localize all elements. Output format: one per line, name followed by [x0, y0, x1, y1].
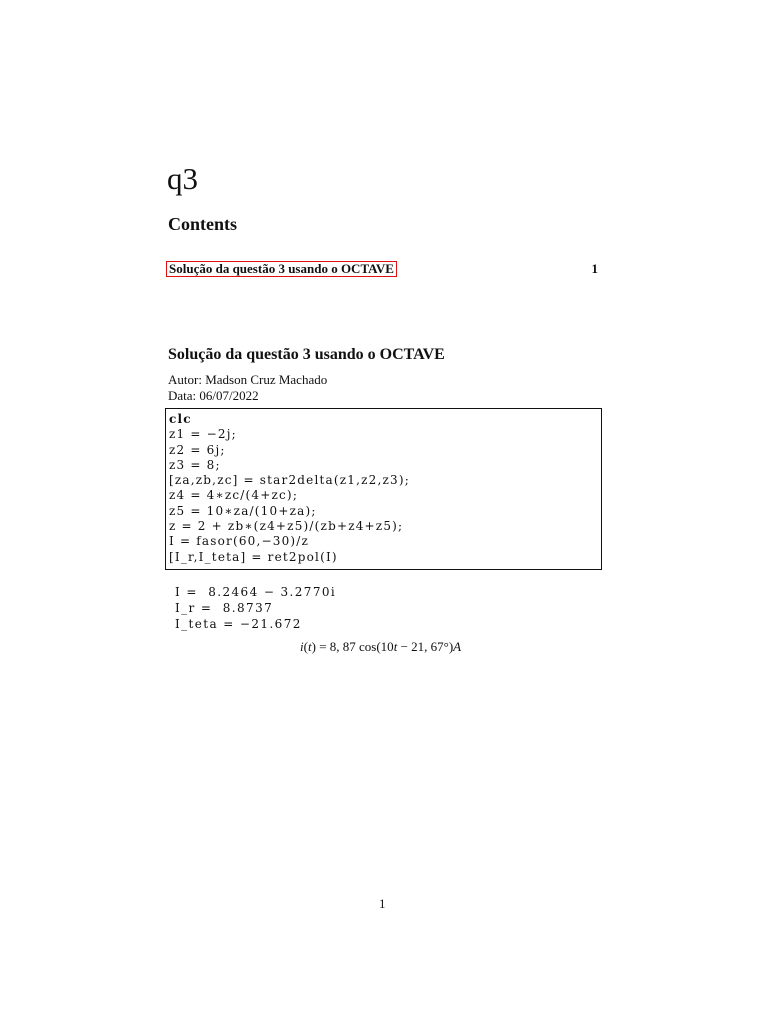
toc-entry: [166, 261, 600, 277]
code-line: z1 = −2j;: [169, 427, 237, 442]
code-output: [175, 584, 336, 632]
code-line: z4 = 4∗zc/(4+zc);: [169, 488, 299, 503]
eq-argument: t: [307, 639, 312, 654]
code-line: I = fasor(60,−30)/z: [169, 534, 310, 549]
code-line: [za,zb,zc] = star2delta(z1,z2,z3);: [169, 473, 411, 488]
toc-page-number: 1: [591, 261, 598, 276]
code-line: clc: [169, 412, 192, 426]
code-block: [165, 408, 602, 570]
output-line: I = 8.2464 − 3.2770i: [175, 585, 337, 599]
code-line: z3 = 8;: [169, 457, 221, 472]
eq-rhs-variable: t: [393, 639, 398, 654]
section-heading: Solução da questão 3 usando o OCTAVE: [168, 346, 445, 363]
code-line: z5 = 10∗za/(10+za);: [169, 503, 317, 518]
toc-link-section-1[interactable]: Solução da questão 3 usando o OCTAVE: [166, 261, 397, 277]
eq-unit: A: [453, 639, 462, 654]
eq-rhs-prefix: = 8, 87 cos(10: [319, 639, 394, 654]
eq-function: i: [300, 639, 304, 654]
code-line: z2 = 6j;: [169, 442, 226, 457]
output-line: I_teta = −21.672: [175, 617, 302, 631]
output-line: I_r = 8.8737: [175, 601, 274, 615]
date-line: Data: 06/07/2022: [168, 388, 259, 403]
page-number: 1: [379, 896, 386, 911]
author-line: Autor: Madson Cruz Machado: [168, 372, 328, 387]
document-title: q3: [167, 161, 198, 196]
eq-rhs-suffix: − 21, 67°): [397, 639, 454, 654]
code-line: z = 2 + zb∗(z4+z5)/(zb+z4+z5);: [169, 519, 404, 534]
result-equation: i(t) = 8, 87 cos(10t − 21, 67°)A: [300, 639, 462, 654]
code-line: [I_r,I_teta] = ret2pol(I): [169, 549, 338, 564]
contents-heading: Contents: [168, 214, 238, 234]
